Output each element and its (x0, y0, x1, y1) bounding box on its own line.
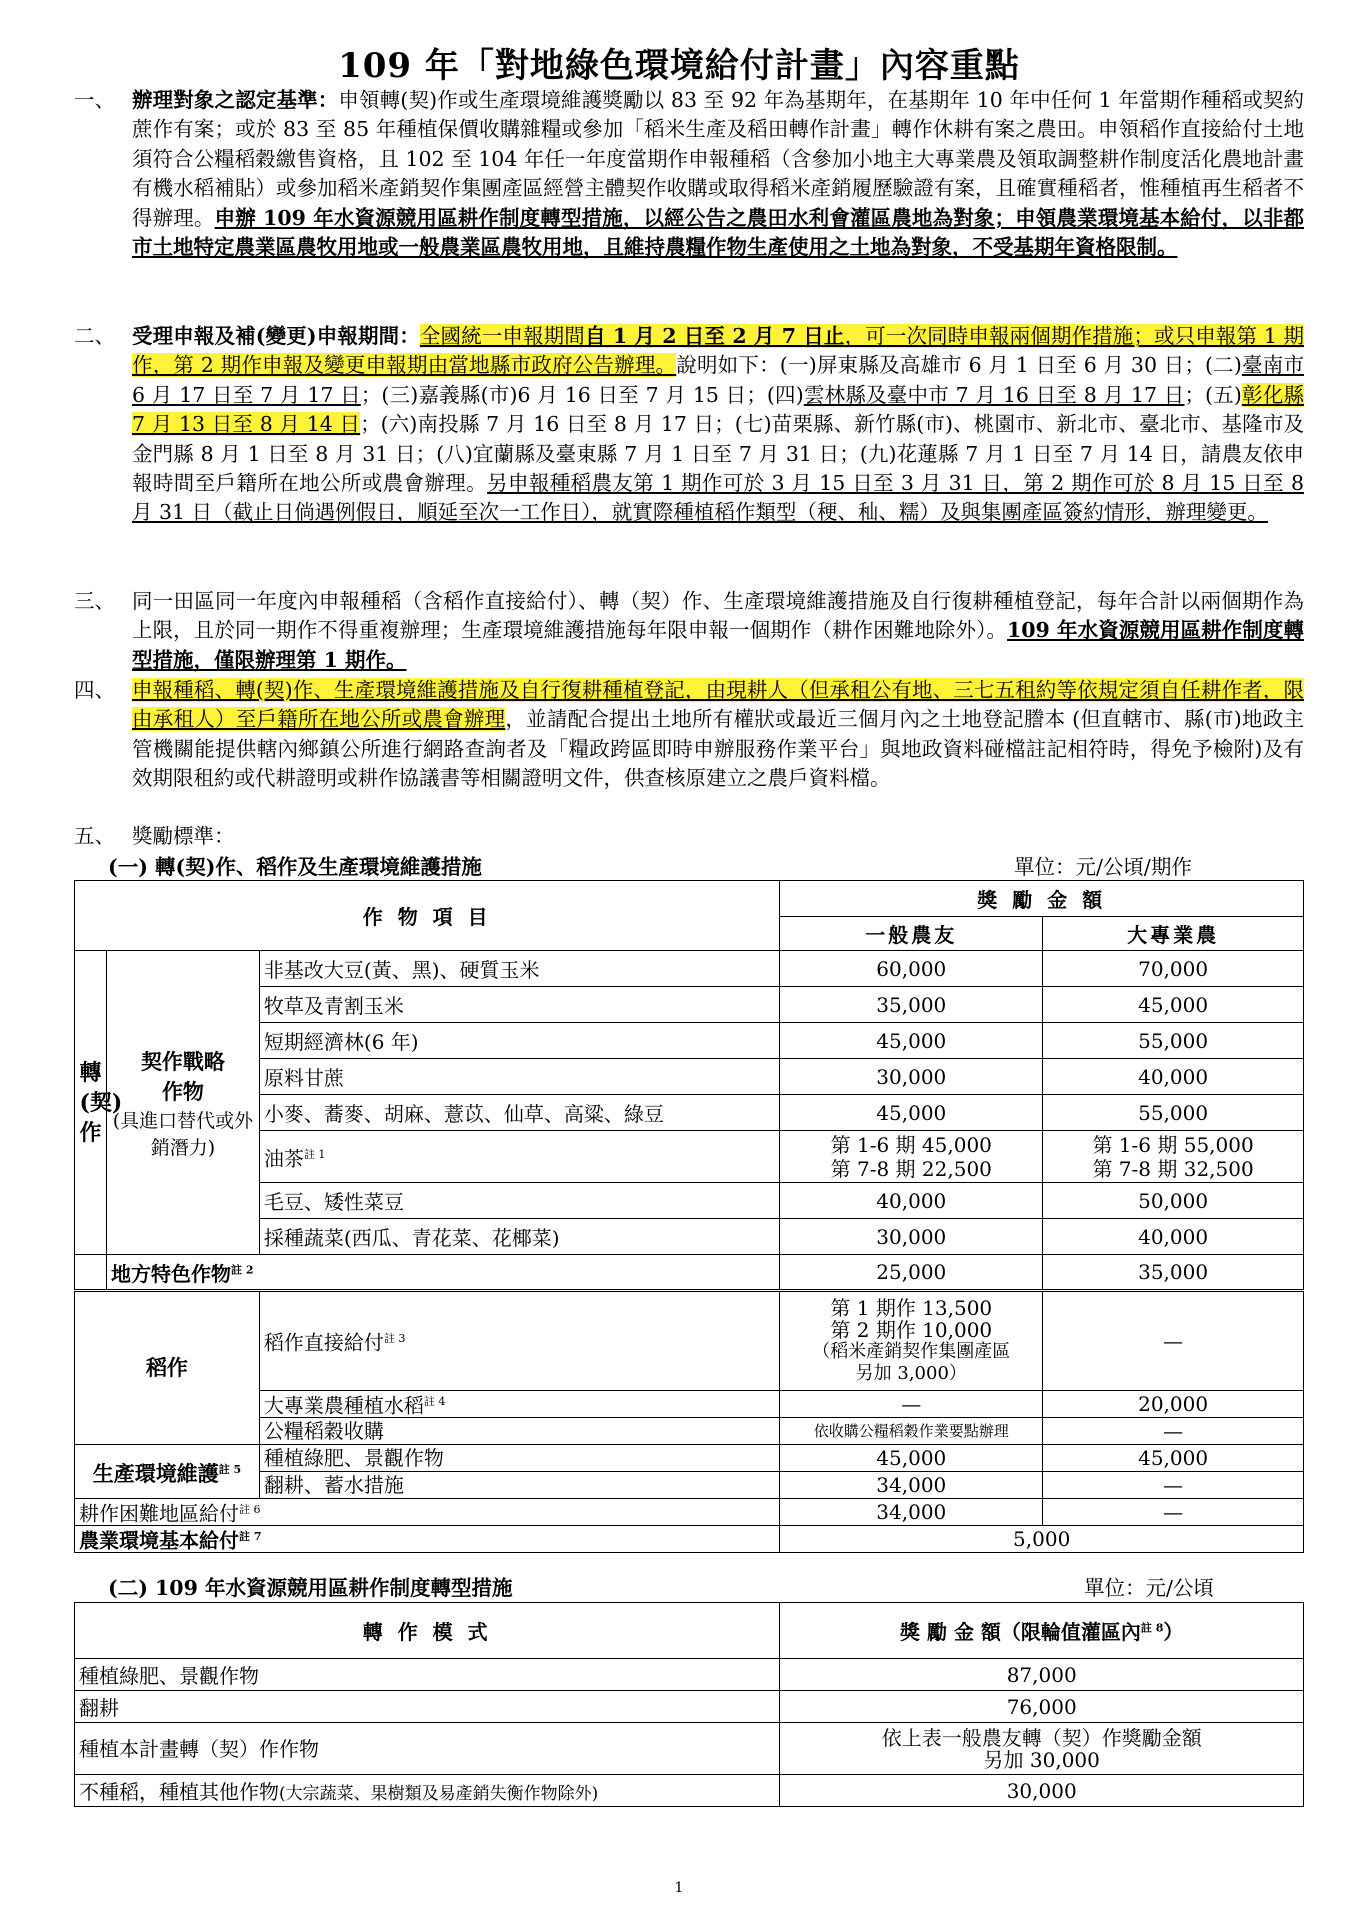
env-label: 生產環境維護$^{註 5}$ (75, 1445, 260, 1499)
section-4-body (132, 676, 1304, 794)
crop-row-2-general: 45,000 (780, 1023, 1043, 1059)
env-row-0-general: 45,000 (780, 1445, 1043, 1472)
reward-table-2 (74, 1602, 1304, 1807)
crop-row-2-item: 短期經濟林(6 年) (259, 1023, 779, 1059)
header-reward-amount-2: 獎 勵 金 額（限輪值灌區內$^{註 8}$） (780, 1603, 1304, 1659)
rice-public-pro: — (1043, 1418, 1304, 1445)
mode-row-1-amount: 76,000 (780, 1691, 1304, 1723)
mode-row-3-amount: 30,000 (780, 1775, 1304, 1807)
section-2-text-3: ；(五) (1184, 382, 1242, 407)
header-crop-item: 作 物 項 目 (75, 881, 780, 951)
rice-pro-pro: 20,000 (1043, 1391, 1304, 1418)
crop-row-6-general: 40,000 (780, 1183, 1043, 1219)
rice-direct-general: 第 1 期作 13,500 第 2 期作 10,000 （稻米產銷契作集團產區 另加 3,000） (780, 1291, 1043, 1391)
rice-pro-general: — (780, 1391, 1043, 1418)
crop-row-2-pro: 55,000 (1043, 1023, 1304, 1059)
section-2-number: 二、 (74, 324, 115, 348)
crop-row-3-general: 30,000 (780, 1059, 1043, 1095)
env-row-1-pro: — (1043, 1472, 1304, 1499)
page-title: 109 年「對地綠色環境給付計畫」內容重點 (338, 46, 1020, 86)
section-2-highlight-dates: 自 1 月 2 日至 2 月 7 日止 (584, 324, 845, 348)
crop-row-7-general: 30,000 (780, 1219, 1043, 1255)
rice-direct-pro: — (1043, 1291, 1304, 1391)
page-number: 1 (674, 1880, 684, 1896)
crop-row-4-item: 小麥、蕎麥、胡麻、薏苡、仙草、高粱、綠豆 (259, 1095, 779, 1131)
section-1-text: 申領轉(契)作或生產環境維護獎勵以 83 至 92 年為基期年，在基期年 10 年中任何 1 年當期作種稻或契約蔗作有案；或於 83 至 85 年種植保價收購雜糧或參加「稻米生產及稻田轉作計畫」轉作休耕有案之農田。申領稻作直接給付土地須符合公糧稻穀繳售資格，且 102 至 104 年任一年度當期作申報種稻（含參加小地主大專業農及領取調整耕作制度活化農地計畫有機水稻補貼）或參加稻米產銷契作集團產區經營主體契作收購或取得稻米產銷履歷驗證有案，且確實種稻者，惟種植再生稻者不得辦理。 (132, 88, 1304, 230)
section-5 (74, 822, 1304, 851)
crop-row-6-item: 毛豆、矮性菜豆 (259, 1183, 779, 1219)
mode-row-0: 種植綠肥、景觀作物 (75, 1659, 780, 1691)
section-2-text-2: ；(三)嘉義縣(市)6 月 16 日至 7 月 15 日；(四) (360, 382, 804, 407)
note-5: 註 5 (218, 1462, 242, 1476)
hard-area-general: 34,000 (780, 1499, 1043, 1526)
section-4-text: ，並請配合提出土地所有權狀或最近三個月內之土地登記謄本 (但直轄市、縣(市)地政主管機關能提供轄內鄉鎮公所進行網路查詢者及「糧政跨區即時申辦服務作業平台」與地政資料碰檔註記相符時，得免予檢附)及有效期限租約或代耕證明或耕作協議書等相關證明文件，供查核原建立之農戶資料檔。 (132, 707, 1304, 791)
local-crop-item: 地方特色作物$^{註 2}$ (106, 1255, 779, 1291)
env-row-0-pro: 45,000 (1043, 1445, 1304, 1472)
note-4: 註 4 (423, 1395, 446, 1409)
section-4 (74, 676, 1304, 794)
section-2-changhua: 彰化縣 7 月 13 日至 8 月 14 日 (132, 382, 1305, 437)
section-2-body (132, 322, 1304, 528)
header-transfer-mode: 轉 作 模 式 (75, 1603, 780, 1659)
section-2-highlight-a: 全國統一申報期間 (419, 324, 585, 348)
mode-row-2-amount: 依上表一般農友轉（契）作獎勵金額 另加 30,000 (780, 1723, 1304, 1775)
crop-row-7-item: 採種蔬菜(西瓜、青花菜、花椰菜) (259, 1219, 779, 1255)
mode-row-3: 不種稻，種植其他作物(大宗蔬菜、果樹類及易產銷失衡作物除外) (75, 1775, 780, 1807)
group-transfer-tail (75, 1255, 107, 1291)
hard-area-item: 耕作困難地區給付$^{註 6}$ (75, 1499, 780, 1526)
crop-row-1-pro: 45,000 (1043, 987, 1304, 1023)
rice-label: 稻作 (75, 1291, 260, 1445)
crop-row-4-general: 45,000 (780, 1095, 1043, 1131)
section-1-number: 一、 (74, 88, 115, 112)
header-general-farmer: 一般農友 (780, 917, 1043, 951)
strategic-crop-title: 契作戰略作物 (140, 1048, 225, 1104)
note-2: 註 2 (230, 1262, 254, 1276)
section-3 (74, 587, 1304, 675)
section-2-change-note: 另申報種稻農友第 1 期作可於 3 月 15 日至 3 月 31 日，第 2 期作可於 8 月 15 日至 8 月 31 日（截止日倘遇例假日，順延至次一工作日），就實際種植稻作類型（稉、秈、糯）及與集團產區簽約情形，辦理變更。 (132, 471, 1304, 525)
section-5-body: 獎勵標準： (132, 824, 235, 848)
crop-row-6-pro: 50,000 (1043, 1183, 1304, 1219)
section-2-text-4: ；(六)南投縣 7 月 16 日至 8 月 17 日；(七)苗栗縣、新竹縣(市)、桃園市、新北市、臺北市、基隆市及金門縣 8 月 1 日至 8 月 31 日；(八)宜蘭縣及臺東縣 7 月 1 日至 7 月 31 日；(九)花蓮縣 7 月 1 日至 7 月 14 日，請農友依申報時間至戶籍所在地公所或農會辦理。 (132, 412, 1304, 496)
env-row-1-item: 翻耕、蓄水措施 (259, 1472, 779, 1499)
section-2-yunlin: 雲林縣及臺中市 7 月 16 日至 8 月 17 日 (803, 382, 1185, 407)
section-3-body (132, 587, 1304, 675)
crop-row-3-item: 原料甘蔗 (259, 1059, 779, 1095)
reward-table-1 (74, 880, 1304, 1553)
section-1-body (132, 86, 1304, 262)
section-4-highlight: 申報種稻、轉(契)作、生產環境維護措施及自行復耕種植登記，由現耕人（但承租公有地、三七五租約等依規定須自任耕作者，限由承租人）至戶籍所在地公所或農會辦理 (132, 678, 1304, 732)
rice-public-item: 公糧稻穀收購 (259, 1418, 779, 1445)
crop-row-0-general: 60,000 (780, 951, 1043, 987)
crop-row-4-pro: 55,000 (1043, 1095, 1304, 1131)
note-7: 註 7 (239, 1530, 262, 1544)
section-3-number: 三、 (74, 589, 115, 613)
header-pro-farmer: 大專業農 (1043, 917, 1304, 951)
basic-payment-item: 農業環境基本給付$^{註 7}$ (75, 1526, 780, 1553)
section-1-heading: 辦理對象之認定基準： (132, 88, 339, 112)
table-2-caption: (二) 109 年水資源競用區耕作制度轉型措施 (108, 1576, 513, 1600)
local-crop-general: 25,000 (780, 1255, 1043, 1291)
note-3: 註 3 (383, 1332, 406, 1346)
env-row-1-general: 34,000 (780, 1472, 1043, 1499)
crop-row-0-item: 非基改大豆(黃、黑)、硬質玉米 (259, 951, 779, 987)
mode-row-2: 種植本計畫轉（契）作作物 (75, 1723, 780, 1775)
rice-pro-item: 大專業農種植水稻$^{註 4}$ (259, 1391, 779, 1418)
section-1 (74, 86, 1304, 262)
section-1-bold-text: 申辦 109 年水資源競用區耕作制度轉型措施，以經公告之農田水利會灌區農地為對象；申領農業環境基本給付，以非都市土地特定農業區農牧用地或一般農業區農牧用地，且維持農糧作物生產使用之土地為對象，不受基期年資格限制。 (132, 205, 1304, 260)
section-3-text: 同一田區同一年度內申報種稻（含稻作直接給付）、轉（契）作、生產環境維護措施及自行復耕種植登記，每年合計以兩個期作為上限，且於同一期作不得重複辦理；生產環境維護措施每年限申報一個期作（耕作困難地除外）。 (132, 589, 1304, 643)
crop-row-5-general: 第 1-6 期 45,000 第 7-8 期 22,500 (780, 1131, 1043, 1183)
rice-public-general: 依收購公糧稻穀作業要點辦理 (780, 1418, 1043, 1445)
hard-area-pro: — (1043, 1499, 1304, 1526)
crop-row-1-general: 35,000 (780, 987, 1043, 1023)
section-2-tainan: 臺南市 6 月 17 日至 7 月 17 日 (132, 353, 1304, 407)
env-row-0-item: 種植綠肥、景觀作物 (259, 1445, 779, 1472)
note-1: 註 1 (303, 1147, 326, 1161)
mode-row-0-amount: 87,000 (780, 1659, 1304, 1691)
header-reward-amount: 獎 勵 金 額 (780, 881, 1304, 917)
local-crop-pro: 35,000 (1043, 1255, 1304, 1291)
basic-payment-amount: 5,000 (780, 1526, 1304, 1553)
section-2-highlight-c: ，可一次同時申報兩個期作措施；或只申報第 1 期作，第 2 期作申報及變更申報期由當地縣市政府公告辦理。 (132, 324, 1305, 378)
note-8: 註 8 (1140, 1621, 1164, 1635)
crop-row-3-pro: 40,000 (1043, 1059, 1304, 1095)
section-2-heading: 受理申報及補(變更)申報期間： (132, 324, 420, 348)
crop-row-7-pro: 40,000 (1043, 1219, 1304, 1255)
section-2-text-1: 說明如下：(一)屏東縣及高雄市 6 月 1 日至 6 月 30 日；(二) (676, 353, 1242, 378)
section-3-bold-text: 109 年水資源競用區耕作制度轉型措施，僅限辦理第 1 期作。 (132, 618, 1304, 672)
crop-row-0-pro: 70,000 (1043, 951, 1304, 987)
group-transfer-label: 轉(契)作 (75, 951, 107, 1255)
crop-row-5-item: 油茶$^{註 1}$ (259, 1131, 779, 1183)
crop-row-5-pro: 第 1-6 期 55,000 第 7-8 期 32,500 (1043, 1131, 1304, 1183)
group-strategic-label (106, 951, 259, 1255)
table-1-caption: (一) 轉(契)作、稻作及生產環境維護措施 (108, 855, 482, 879)
table-1-unit: 單位：元/公頃/期作 (1014, 855, 1192, 879)
rice-direct-item: 稻作直接給付$^{註 3}$ (259, 1291, 779, 1391)
section-4-number: 四、 (74, 678, 115, 702)
strategic-crop-note: (具進口替代或外銷潛力) (112, 1109, 254, 1159)
note-6: 註 6 (239, 1503, 261, 1517)
section-2 (74, 322, 1304, 528)
section-5-number: 五、 (74, 824, 115, 848)
crop-row-1-item: 牧草及青割玉米 (259, 987, 779, 1023)
mode-row-1: 翻耕 (75, 1691, 780, 1723)
table-2-unit: 單位：元/公頃 (1084, 1576, 1214, 1600)
